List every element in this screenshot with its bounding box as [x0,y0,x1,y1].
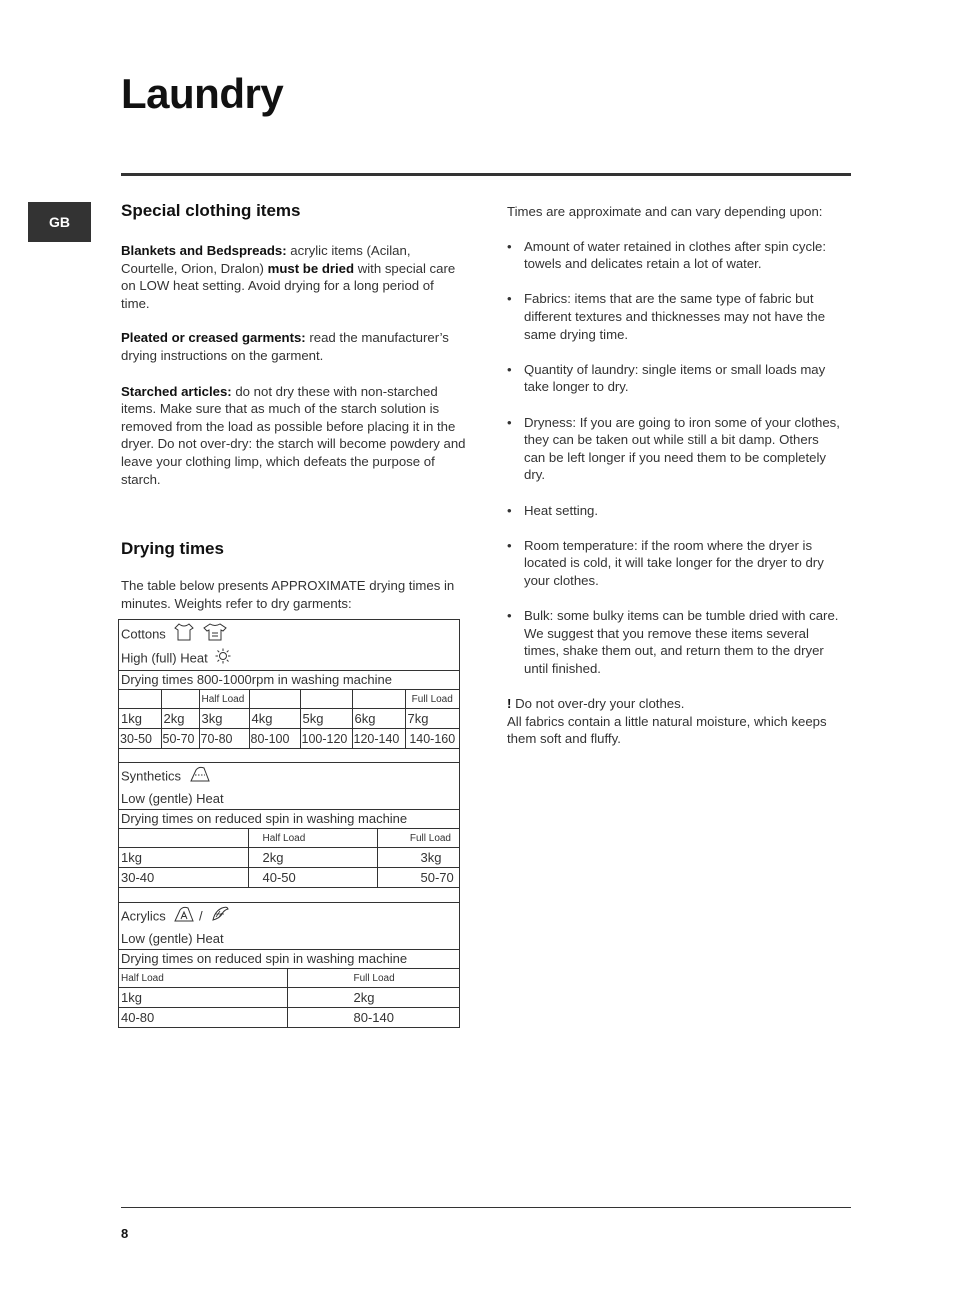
moisture-note: All fabrics contain a little natural moisture, which keeps them soft and fluffy. [507,713,827,747]
acrylics-header [119,902,459,949]
drying-times-table [118,619,460,1028]
load-label-cell [352,690,405,709]
weight-cell: 3kg [199,709,249,729]
cottons-time-row [119,729,459,749]
drying-intro: The table below presents APPROXIMATE drying times in minutes. Weights refer to dry garments: [121,578,455,611]
time-cell: 80-100 [249,729,300,749]
cottons-load-row [119,690,459,709]
times-intro: Times are approximate and can vary depending upon: [507,204,823,219]
load-label-cell [119,829,248,848]
acrylics-spin-row: Drying times on reduced spin in washing machine [119,949,459,968]
load-label-cell [300,690,352,709]
blankets-label: Blankets and Bedspreads: [121,243,287,258]
synthetics-spin-row: Drying times on reduced spin in washing machine [119,809,459,828]
list-item: • Fabrics: items that are the same type of fabric but different textures and thicknesses may not have the same drying time. [507,290,842,343]
time-cell: 70-80 [199,729,249,749]
special-items-heading: Special clothing items [121,201,301,220]
load-label-cell: Full Load [377,829,459,848]
synthetics-grid [119,828,459,888]
synthetics-weight-row [119,848,459,868]
weight-cell: 5kg [300,709,352,729]
acrylics-heat: Low (gentle) Heat [121,931,224,946]
acrylics-weight-row [119,988,459,1008]
spacer [119,749,459,762]
load-label-cell [119,690,161,709]
synthetics-heat: Low (gentle) Heat [121,791,224,806]
cottons-spin-row: Drying times 800-1000rpm in washing machine [119,670,459,689]
list-item: • Heat setting. [507,502,842,520]
wool-icon [210,905,230,929]
pleated-paragraph [121,329,466,364]
synthetics-label: Synthetics [121,768,181,784]
time-cell: 80-140 [287,1008,459,1028]
synthetics-load-row [119,829,459,848]
spacer [119,888,459,902]
load-label-cell [249,690,300,709]
blankets-text: acrylic items (Acilan, Courtelle, Orion, Dralon) [121,243,411,276]
weight-cell: 6kg [352,709,405,729]
warning-text: Do not over-dry your clothes. [511,696,685,712]
footer-divider [121,1207,851,1208]
synthetic-iron-icon [189,765,211,789]
factors-list [507,238,842,678]
cotton-shirt-icon [173,622,195,648]
time-cell: 50-70 [161,729,199,749]
list-item: • Bulk: some bulky items can be tumble dried with care. We suggest that you remove these items several times, shake them out, and return them to the dryer until finished. [507,607,842,677]
load-label-cell: Full Load [287,969,459,988]
pleated-label: Pleated or creased garments: [121,330,306,346]
weight-cell: 4kg [249,709,300,729]
synthetics-header [119,762,459,809]
blankets-paragraph [121,242,466,312]
time-cell: 30-40 [119,868,248,888]
load-label-cell: Full Load [405,690,459,709]
acrylic-iron-icon [173,905,195,929]
weight-cell: 1kg [119,988,287,1008]
weight-cell: 2kg [161,709,199,729]
acrylics-time-row [119,1008,459,1028]
acrylics-separator: / [195,908,203,924]
list-item: • Dryness: If you are going to iron some of your clothes, they can be taken out while still a bit damp. Others can be left longer if you need them to be completely dry. [507,414,842,484]
cottons-label: Cottons [121,626,166,642]
weight-cell: 1kg [119,709,161,729]
list-item: • Amount of water retained in clothes after spin cycle: towels and delicates retain a lot of water. [507,238,842,273]
cotton-tshirt-icon [203,622,227,648]
warning-line [507,695,842,713]
cottons-header [119,620,459,670]
cottons-weight-row [119,709,459,729]
left-column [121,200,466,612]
title-divider [121,173,851,176]
cottons-heat: High (full) Heat [121,650,208,666]
starched-label: Starched articles: [121,383,232,399]
load-label-cell [161,690,199,709]
weight-cell: 3kg [377,848,459,868]
page-number: 8 [121,1226,129,1241]
time-cell: 30-50 [119,729,161,749]
list-item: • Quantity of laundry: single items or small loads may take longer to dry. [507,361,842,396]
time-cell: 40-50 [248,868,377,888]
time-cell: 140-160 [405,729,459,749]
time-cell: 40-80 [119,1008,287,1028]
time-cell: 120-140 [352,729,405,749]
weight-cell: 2kg [287,988,459,1008]
must-be-dried: must be dried [267,260,355,276]
high-heat-sun-icon [215,648,231,670]
load-label-cell: Half Load [248,829,377,848]
language-tab: GB [28,202,91,242]
weight-cell: 7kg [405,709,459,729]
time-cell: 50-70 [377,868,459,888]
warning-mark: ! [507,696,512,712]
acrylics-load-row [119,969,459,988]
page-title: Laundry [121,70,284,117]
weight-cell: 1kg [119,848,248,868]
list-item: • Room temperature: if the room where the dryer is located is cold, it will take longer for the dryer to dry your clothes. [507,537,842,590]
synthetics-time-row [119,868,459,888]
load-label-cell: Half Load [119,969,287,988]
time-cell: 100-120 [300,729,352,749]
acrylics-label: Acrylics [121,908,166,924]
load-label-cell: Half Load [199,690,249,709]
cottons-grid [119,689,459,749]
acrylics-grid [119,968,459,1027]
blankets-text-2: with special care on LOW heat setting. Avoid drying for a long period of time. [121,260,456,311]
starched-text: do not dry these with non-starched items. Make sure that as much of the starch solution is removed from the load as possible before placing it in the dryer. Do not over-dry: the starch will become powdery and leave your clothing limp, which defeats the purpose of starch. [121,383,466,487]
pleated-text: read the manufacturer’s drying instructions on the garment. [121,330,449,363]
starched-paragraph [121,383,466,489]
drying-times-heading: Drying times [121,539,224,559]
weight-cell: 2kg [248,848,377,868]
right-column [507,203,842,748]
